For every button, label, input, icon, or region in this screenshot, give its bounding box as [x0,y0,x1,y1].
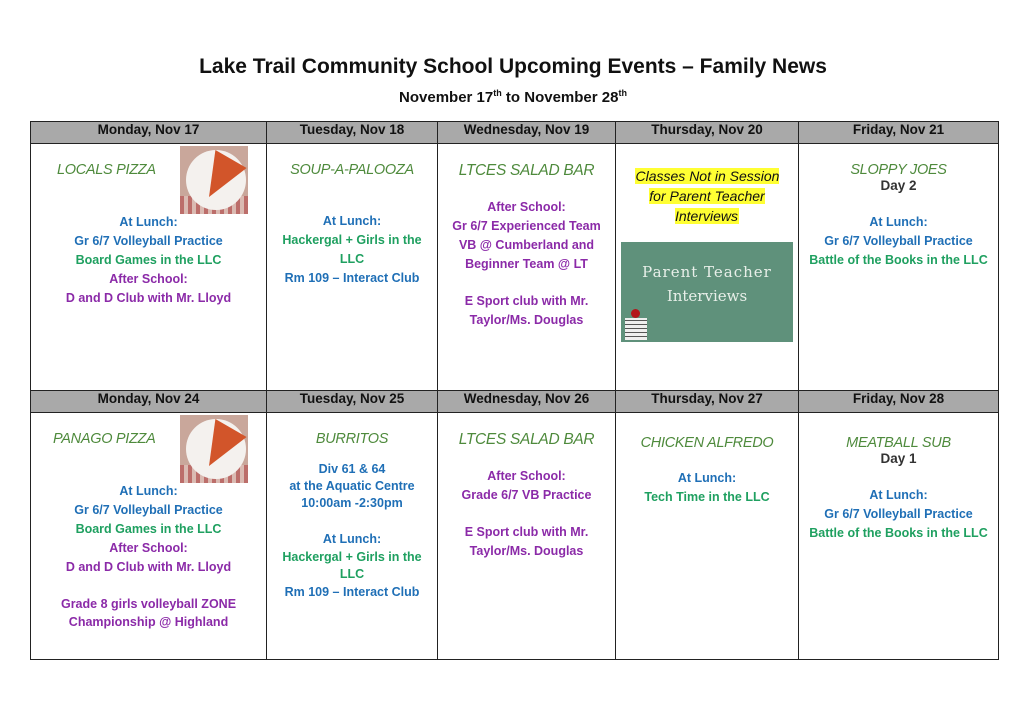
event-line: Grade 8 girls volleyball ZONE Championship @ Highland [60,597,237,629]
event-line: Rm 109 – Interact Club [284,585,420,599]
date-start-suffix: th [493,88,502,98]
event-line: At Lunch: [119,484,178,498]
day-cell-nov20 [616,144,799,391]
event-line: Battle of the Books in the LLC [809,526,988,540]
event-line: After School: [487,469,566,483]
event-line: Grade 6/7 VB Practice [461,488,592,502]
day-cell-nov18 [267,144,438,391]
board-text: Interviews [666,287,748,305]
date-range [0,88,1026,106]
event-line: 10:00am -2:30pm [301,496,403,510]
day-header: Thursday, Nov 27 [616,391,799,413]
event-line: Rm 109 – Interact Club [284,271,420,285]
lunch-menu: SLOPPY JOES [850,162,947,178]
event-line: After School: [487,200,566,214]
event-line: Hackergal + Girls in the LLC [282,550,422,581]
event-line: Gr 6/7 Volleyball Practice [74,234,223,248]
day-cell-nov27 [616,413,799,660]
event-line: E Sport club with Mr. Taylor/Ms. Douglas [464,525,589,558]
day-header: Tuesday, Nov 18 [267,122,438,144]
pizza-image [180,415,248,483]
lunch-menu: BURRITOS [315,431,389,447]
event-line: Gr 6/7 Experienced Team VB @ Cumberland and Beginner Team @ LT [452,219,601,271]
event-line: Gr 6/7 Volleyball Practice [824,507,973,521]
page-title: Lake Trail Community School Upcoming Events – Family News [199,55,827,78]
event-line: Gr 6/7 Volleyball Practice [74,503,223,517]
day-cell-nov28 [799,413,999,660]
event-line: D and D Club with Mr. Lloyd [65,291,232,305]
event-line: Hackergal + Girls in the LLC [282,233,422,266]
lunch-menu: SOUP-A-PALOOZA [290,162,414,178]
event-line: D and D Club with Mr. Lloyd [65,560,232,574]
lunch-menu: PANAGO PIZZA [53,431,156,447]
week1-header-row [31,122,999,144]
day-cell-nov21 [799,144,999,391]
event-line: Board Games in the LLC [75,253,222,267]
week2-events-row [31,413,999,660]
day-header: Monday, Nov 24 [31,391,267,413]
day-cell-nov19 [438,144,616,391]
day-header: Wednesday, Nov 26 [438,391,616,413]
event-line: At Lunch: [677,471,737,485]
apple-icon [631,309,640,318]
event-line: At Lunch: [322,532,382,546]
day-header: Wednesday, Nov 19 [438,122,616,144]
lunch-menu: LTCES SALAD BAR [458,162,595,179]
lunch-menu: LTCES SALAD BAR [458,431,595,448]
event-line: Tech Time in the LLC [644,490,770,504]
event-line: At Lunch: [119,215,178,229]
event-line: At Lunch: [322,214,382,228]
day-cell-nov25 [267,413,438,660]
day-header: Monday, Nov 17 [31,122,267,144]
lunch-menu: LOCALS PIZZA [57,162,156,178]
date-end: to November 28 [501,89,619,106]
event-line: E Sport club with Mr. Taylor/Ms. Douglas [464,294,589,327]
week2-header-row [31,391,999,413]
day-header: Friday, Nov 28 [799,391,999,413]
day-cell-nov24 [31,413,267,660]
lunch-menu: MEATBALL SUB [846,435,951,451]
day-cell-nov26 [438,413,616,660]
day-cell-nov17 [31,144,267,391]
event-line: Battle of the Books in the LLC [809,253,988,267]
day-rotation: Day 1 [880,451,917,466]
pizza-image [180,146,248,214]
week1-events-row [31,144,999,391]
date-end-suffix: th [618,88,627,98]
event-line: Div 61 & 64 [318,462,386,476]
event-line: At Lunch: [869,215,928,229]
day-header: Friday, Nov 21 [799,122,999,144]
board-text: Parent Teacher [642,263,772,281]
event-line: Gr 6/7 Volleyball Practice [824,234,973,248]
no-classes-notice: Classes Not in Session for Parent Teacher Interviews [635,168,780,224]
events-calendar [30,121,999,660]
event-line: After School: [109,272,188,286]
date-start: November 17 [399,89,494,106]
day-rotation: Day 2 [880,178,917,193]
books-icon [625,318,647,340]
event-line: Board Games in the LLC [75,522,222,536]
lunch-menu: CHICKEN ALFREDO [640,435,774,451]
event-line: After School: [109,541,188,555]
day-header: Thursday, Nov 20 [616,122,799,144]
day-header: Tuesday, Nov 25 [267,391,438,413]
event-line: at the Aquatic Centre [289,479,415,493]
parent-teacher-interviews-image [621,242,793,342]
event-line: At Lunch: [869,488,928,502]
